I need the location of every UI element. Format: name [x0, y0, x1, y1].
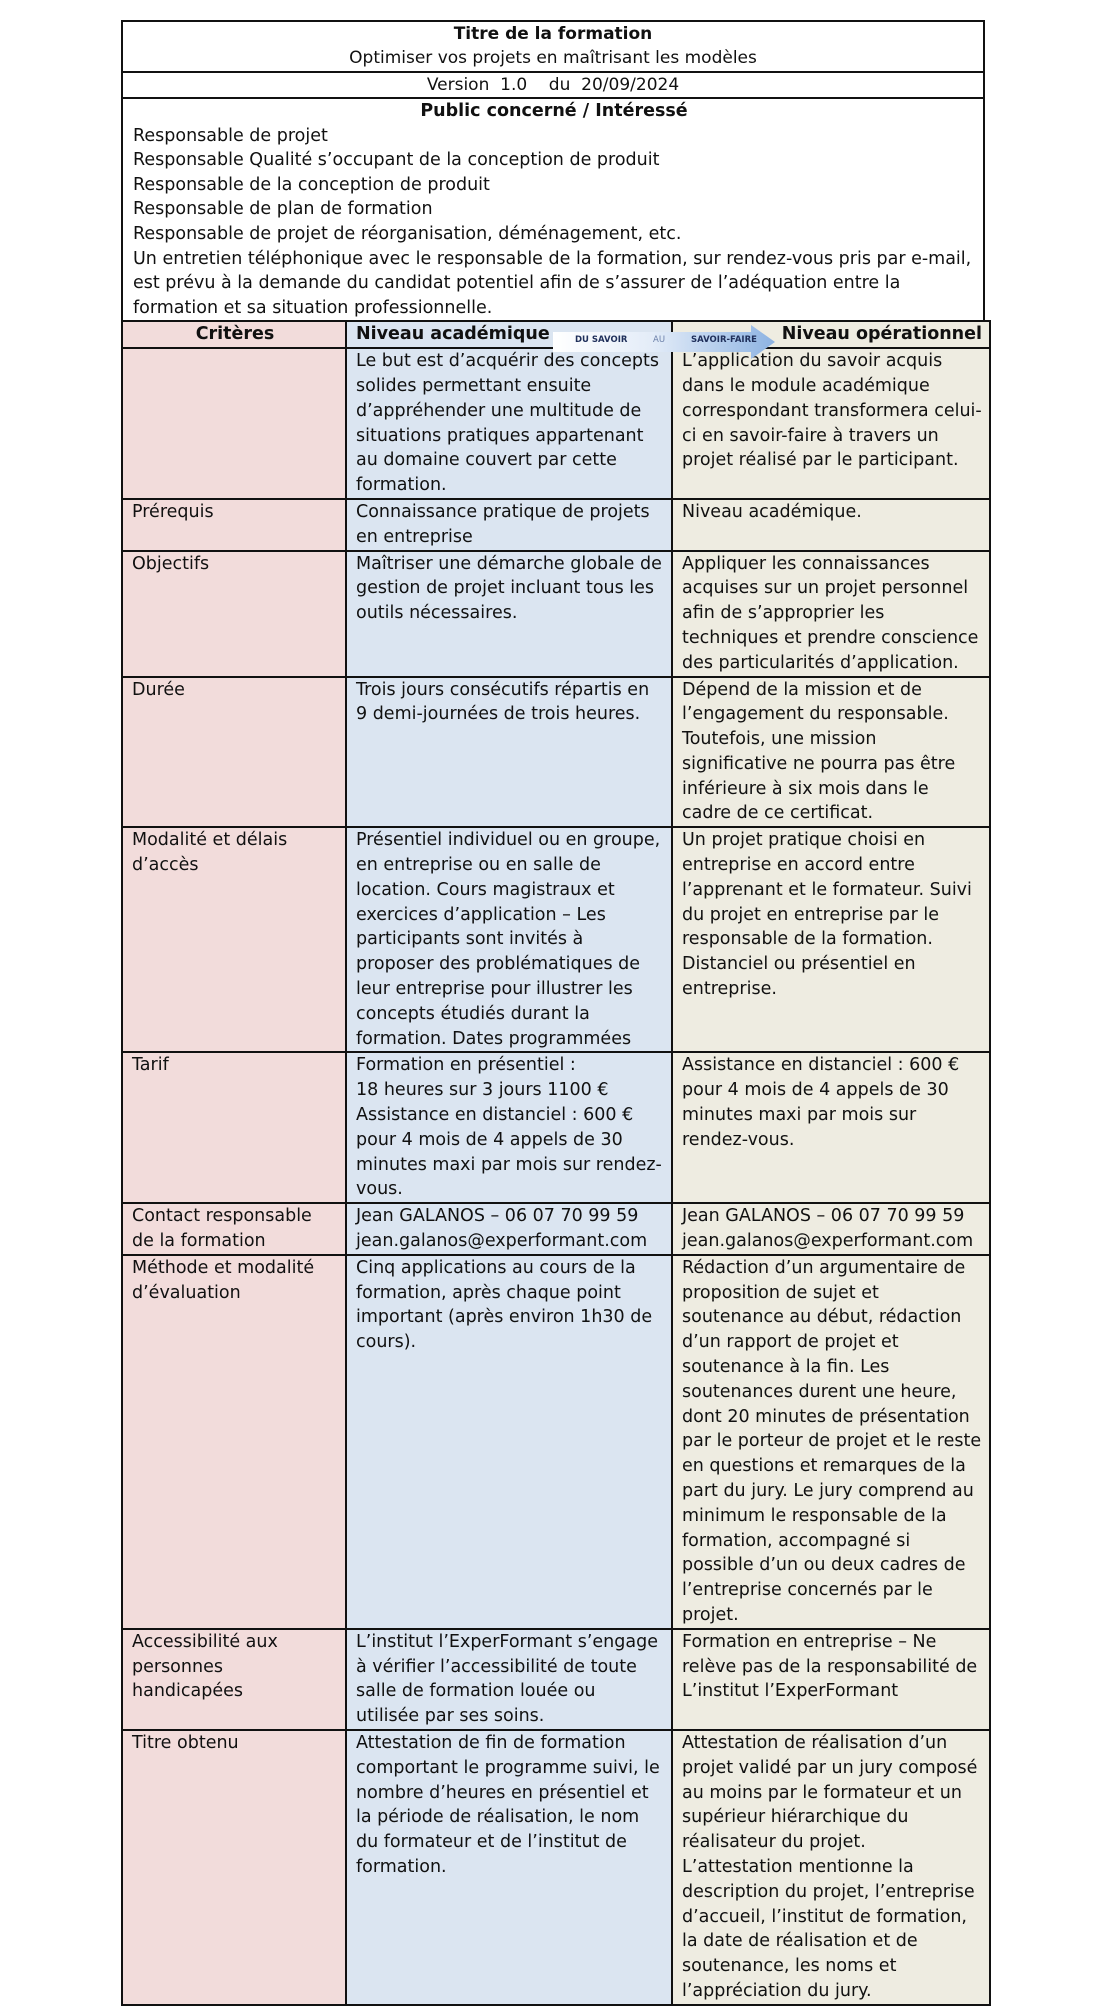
table-row: [122, 1629, 990, 1730]
criteria-cell: Durée: [122, 677, 346, 828]
version-line: Version 1.0 du 20/09/2024: [121, 71, 985, 97]
academic-cell: Attestation de fin de formation comportant le programme suivi, le nombre d’heures en présentiel et la période de réalisation, le nom du formateur et de l’institut de formation.: [346, 1730, 672, 2005]
operational-cell: Attestation de réalisation d’un projet validé par un jury composé au moins par le formateur et un supérieur hiérarchique du réalisateur du projet. L’attestation mentionne la description du projet, l’entreprise d’accueil, l’institut de formation, la date de réalisation et de soutenance, les noms et l’appréciation du jury.: [672, 1730, 990, 2005]
arrow-label-du-savoir: DU SAVOIR: [575, 335, 628, 345]
operational-cell: Niveau académique.: [672, 499, 990, 551]
audience-line: Responsable de la conception de produit: [133, 174, 490, 195]
savoir-arrow: [553, 325, 775, 359]
table-row: [122, 827, 990, 1052]
academic-cell: Cinq applications au cours de la formation, après chaque point important (après environ 1h30 de cours).: [346, 1255, 672, 1629]
table-body: [122, 499, 990, 2005]
criteria-cell: Accessibilité aux personnes handicapées: [122, 1629, 346, 1730]
criteria-cell: [122, 348, 346, 499]
training-title: Optimiser vos projets en maîtrisant les modèles: [349, 48, 757, 68]
criteria-cell: Modalité et délais d’accès: [122, 827, 346, 1052]
operational-cell: Assistance en distanciel : 600 € pour 4 mois de 4 appels de 30 minutes maxi par mois sur rendez-vous.: [672, 1052, 990, 1203]
interview-note: Un entretien téléphonique avec le responsable de la formation, sur rendez-vous pris par e-mail, est prévu à la demande du candidat potentiel afin de s’assurer de l’adéquation entre la formation et sa situation professionnelle.: [133, 248, 972, 318]
title-label: Titre de la formation: [453, 24, 653, 44]
header-academic: Niveau académique: [346, 321, 672, 348]
table-row: [122, 1730, 990, 2005]
operational-cell: L’application du savoir acquis dans le module académique correspondant transformera celui-ci en savoir-faire à travers un projet réalisé par le participant.: [672, 348, 990, 499]
table-row: [122, 348, 990, 499]
header-operational: Niveau opérationnel: [672, 321, 990, 348]
operational-cell: Appliquer les connaissances acquises sur un projet personnel afin de s’approprier les techniques et prendre conscience des particularités d’application.: [672, 551, 990, 677]
academic-cell: Maîtriser une démarche globale de gestion de projet incluant tous les outils nécessaires.: [346, 551, 672, 677]
criteria-cell: Prérequis: [122, 499, 346, 551]
table-row: [122, 551, 990, 677]
audience-line: Responsable de projet de réorganisation, déménagement, etc.: [133, 223, 682, 244]
audience-line: Responsable de projet: [133, 125, 328, 146]
criteria-cell: Objectifs: [122, 551, 346, 677]
operational-cell: Un projet pratique choisi en entreprise en accord entre l’apprenant et le formateur. Suivi du projet en entreprise par le responsable de la formation. Distanciel ou présentiel en entreprise.: [672, 827, 990, 1052]
table-row: [122, 677, 990, 828]
audience-block: [121, 97, 985, 320]
operational-cell: Jean GALANOS – 06 07 70 99 59 jean.galanos@experformant.com: [672, 1203, 990, 1255]
arrow-label-savoir-faire: SAVOIR-FAIRE: [691, 335, 757, 345]
academic-cell: Jean GALANOS – 06 07 70 99 59 jean.galanos@experformant.com: [346, 1203, 672, 1255]
table-row: [122, 499, 990, 551]
table-row: [122, 1255, 990, 1629]
academic-cell: Présentiel individuel ou en groupe, en entreprise ou en salle de location. Cours magistraux et exercices d’application – Les participants sont invités à proposer des problématiques de leur entreprise pour illustrer les concepts étudiés durant la formation. Dates programmées: [346, 827, 672, 1052]
arrow-label-au: AU: [653, 335, 666, 345]
criteria-cell: Tarif: [122, 1052, 346, 1203]
operational-cell: Formation en entreprise – Ne relève pas de la responsabilité de L’institut l’ExperFormant: [672, 1629, 990, 1730]
academic-cell: L’institut l’ExperFormant s’engage à vérifier l’accessibilité de toute salle de formation louée ou utilisée par ses soins.: [346, 1629, 672, 1730]
table-row: [122, 1052, 990, 1203]
criteria-cell: Contact responsable de la formation: [122, 1203, 346, 1255]
operational-cell: Rédaction d’un argumentaire de proposition de sujet et soutenance au début, rédaction d’un rapport de projet et soutenance à la fin. Les soutenances durent une heure, dont 20 minutes de présentation par le porteur de projet et le reste en questions et remarques de la part du jury. Le jury comprend au minimum le responsable de la formation, accompagné si possible d’un ou deux cadres de l’entreprise concernés par le projet.: [672, 1255, 990, 1629]
operational-cell: Dépend de la mission et de l’engagement du responsable. Toutefois, une mission significative ne pourra pas être inférieure à six mois dans le cadre de ce certificat.: [672, 677, 990, 828]
title-block: [121, 20, 985, 71]
academic-cell: Trois jours consécutifs répartis en 9 demi-journées de trois heures.: [346, 677, 672, 828]
criteria-cell: Titre obtenu: [122, 1730, 346, 2005]
academic-cell: Formation en présentiel : 18 heures sur 3 jours 1100 € Assistance en distanciel : 600 € pour 4 mois de 4 appels de 30 minutes maxi par mois sur rendez-vous.: [346, 1052, 672, 1203]
table-row: [122, 1203, 990, 1255]
academic-cell: Connaissance pratique de projets en entreprise: [346, 499, 672, 551]
audience-heading: Public concerné / Intéressé: [420, 101, 688, 121]
header-criteria: Critères: [122, 321, 346, 348]
criteria-table: [121, 320, 991, 2005]
training-sheet: [121, 20, 985, 2006]
audience-line: Responsable de plan de formation: [133, 199, 433, 220]
criteria-cell: Méthode et modalité d’évaluation: [122, 1255, 346, 1629]
audience-line: Responsable Qualité s’occupant de la conception de produit: [133, 150, 660, 171]
academic-cell: Le but est d’acquérir des concepts solides permettant ensuite d’appréhender une multitude de situations pratiques appartenant au domaine couvert par cette formation.: [346, 348, 672, 499]
